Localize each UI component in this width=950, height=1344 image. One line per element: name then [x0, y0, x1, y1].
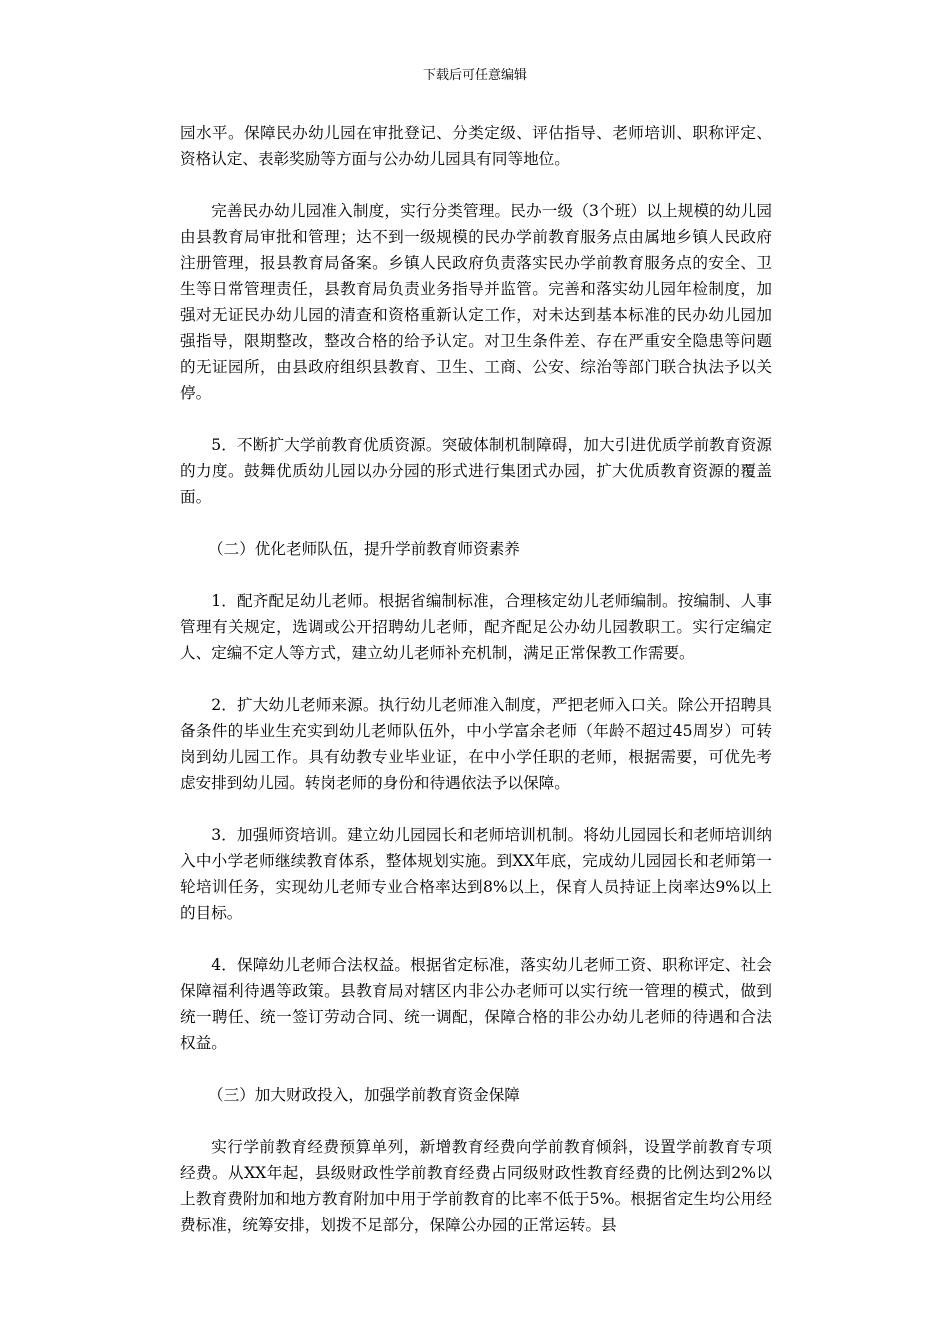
paragraph-continuation: 园水平。保障民办幼儿园在审批登记、分类定级、评估指导、老师培训、职称评定、资格认定、表彰奖励等方面与公办幼儿园具有同等地位。 [180, 124, 772, 168]
paragraph-item-1-staffing: 1．配齐配足幼儿老师。根据省编制标准，合理核定幼儿老师编制。按编制、人事管理有关规定，选调或公开招聘幼儿老师，配齐配足公办幼儿园教职工。实行定编定人、定编不定人等方式，建立幼儿老师补充机制，满足正常保教工作需要。 [180, 592, 772, 662]
paragraph-funding-budget: 实行学前教育经费预算单列，新增教育经费向学前教育倾斜，设置学前教育专项经费。从XX年起，县级财政性学前教育经费占同级财政性教育经费的比例达到2%以上教育费附加和地方教育附加中用于学前教育的比率不低于5%。根据省定生均公用经费标准，统筹安排，划拨不足部分，保障公办园的正常运转。县 [180, 1138, 772, 1234]
section-heading-funding: （三）加大财政投入，加强学前教育资金保障 [208, 1086, 520, 1104]
section-heading-teachers: （二）优化老师队伍，提升学前教育师资素养 [208, 540, 520, 558]
paragraph-item-5-quality-resources: 5．不断扩大学前教育优质资源。突破体制机制障碍，加大引进优质学前教育资源的力度。鼓舞优质幼儿园以办分园的形式进行集团式办园，扩大优质教育资源的覆盖面。 [180, 436, 772, 506]
paragraph-item-3-training: 3．加强师资培训。建立幼儿园园长和老师培训机制。将幼儿园园长和老师培训纳入中小学老师继续教育体系，整体规划实施。到XX年底，完成幼儿园园长和老师第一轮培训任务，实现幼儿老师专业合格率达到8%以上，保育人员持证上岗率达9%以上的目标。 [180, 826, 772, 922]
paragraph-item-4-rights: 4．保障幼儿老师合法权益。根据省定标准，落实幼儿老师工资、职称评定、社会保障福利待遇等政策。县教育局对辖区内非公办老师可以实行统一管理的模式，做到统一聘任、统一签订劳动合同、统一调配，保障合格的非公办幼儿老师的待遇和合法权益。 [180, 956, 772, 1052]
paragraph-item-2-teacher-sources: 2．扩大幼儿老师来源。执行幼儿老师准入制度，严把老师入口关。除公开招聘具备条件的毕业生充实到幼儿老师队伍外，中小学富余老师（年龄不超过45周岁）可转岗到幼儿园工作。具有幼教专业毕业证，在中小学任职的老师，根据需要，可优先考虑安排到幼儿园。转岗老师的身份和待遇依法予以保障。 [180, 696, 772, 792]
page-header: 下载后可任意编辑 [422, 68, 527, 83]
paragraph-private-kindergarten-admission: 完善民办幼儿园准入制度，实行分类管理。民办一级（3个班）以上规模的幼儿园由县教育局审批和管理；达不到一级规模的民办学前教育服务点由属地乡镇人民政府注册管理，报县教育局备案。乡镇人民政府负责落实民办学前教育服务点的安全、卫生等日常管理责任，县教育局负责业务指导并监管。完善和落实幼儿园年检制度，加强对无证民办幼儿园的清查和资格重新认定工作，对未达到基本标准的民办幼儿园加强指导，限期整改，整改合格的给予认定。对卫生条件差、存在严重安全隐患等问题的无证园所，由县政府组织县教育、卫生、工商、公安、综治等部门联合执法予以关停。 [180, 202, 772, 402]
document-body [180, 120, 772, 1238]
